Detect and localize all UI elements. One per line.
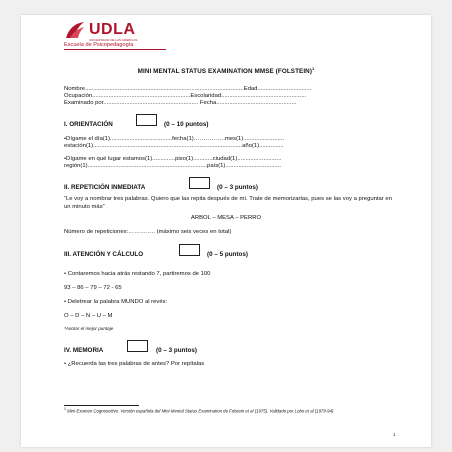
field-name-age: Nombre.................................................................................................Edad................................. — [64, 86, 312, 92]
section-attention-title: III. ATENCIÓN Y CÁLCULO — [64, 251, 144, 258]
memory-score-box[interactable] — [127, 340, 148, 352]
orientation-line-date: •Dígame el día(1)......................................fecha(1)…………….mes(1)......................... — [64, 136, 285, 142]
field-examiner-date: Examinado por.......................................................... Fecha................................................. — [64, 100, 297, 106]
page-number: 1 — [393, 432, 396, 437]
header-divider — [64, 49, 166, 50]
orientation-line-place: •Dígame en qué lugar estamos(1)..............piso(1)............ciudad(1)........................... — [64, 156, 282, 162]
footnote — [64, 407, 394, 414]
document-page — [21, 15, 431, 447]
title-footnote-mark: 1 — [312, 66, 315, 71]
attention-note: *Anotar el mejor puntaje — [64, 326, 114, 331]
repetition-words: ARBOL – MESA – PERRO — [190, 215, 262, 221]
logo-subtext: UNIVERSIDAD DE LAS AMÉRICAS — [89, 38, 138, 42]
memory-question: • ¿Recuerda las tres palabras de antes? Por repítalas — [64, 361, 205, 367]
attention-count-instruction: • Contaremos hacia atrás restando 7, partiremos de 100 — [64, 271, 211, 277]
orientation-line-season: estación(1)...........................................................................................año(1)............... — [64, 143, 284, 149]
footnote-text: Mini-Examen Cognoscitivo. Versión española del Mini-Mental Status Examination de Folstein et al (1975). Validado por Lobo et al (1979-94) — [65, 408, 334, 414]
memory-range: (0 – 3 puntos) — [156, 347, 197, 354]
section-repetition-title: II. REPETICIÓN INMEDIATA — [64, 184, 146, 191]
repetition-range: (0 – 3 puntos) — [217, 184, 258, 191]
orientation-line-region: región(1).........................................................................país(1).................................. — [64, 163, 282, 169]
attention-score-box[interactable] — [179, 244, 200, 256]
attention-range: (0 – 5 puntos) — [207, 251, 248, 258]
udla-logo-icon — [64, 20, 86, 40]
attention-spell-sequence: O – D – N – U – M — [64, 313, 113, 319]
field-occupation-schooling: Ocupación............................................................Escolaridad.................................................... — [64, 93, 307, 99]
footnote-mark: 1 — [64, 407, 66, 411]
school-name: Escuela de Psicopedagogía — [64, 42, 134, 48]
orientation-score-box[interactable] — [136, 114, 157, 126]
repetition-instruction: “Le voy a nombrar tres palabras. Quiero que las repita después de mí. Trate de memorizarlas, pues se las voy a preguntar en un minuto más” — [64, 196, 392, 210]
repetition-score-box[interactable] — [189, 177, 210, 189]
title-text: MINI MENTAL STATUS EXAMINATION MMSE (FOLSTEIN) — [137, 68, 313, 76]
repetition-attempts: Número de repeticiones:………….. (máximo seis veces en total) — [64, 229, 232, 235]
footnote-divider — [64, 405, 139, 406]
logo-wordmark: UDLA — [89, 21, 136, 38]
document-title — [21, 66, 431, 75]
orientation-range: (0 – 10 puntos) — [164, 121, 209, 128]
attention-count-sequence: 93 – 86 – 79 – 72 - 65 — [64, 285, 122, 291]
section-memory-title: IV. MEMORIA — [64, 347, 104, 354]
attention-spell-instruction: • Deletrear la palabra MUNDO al revés: — [64, 299, 168, 305]
section-orientation-title: I. ORIENTACIÓN — [64, 121, 113, 128]
